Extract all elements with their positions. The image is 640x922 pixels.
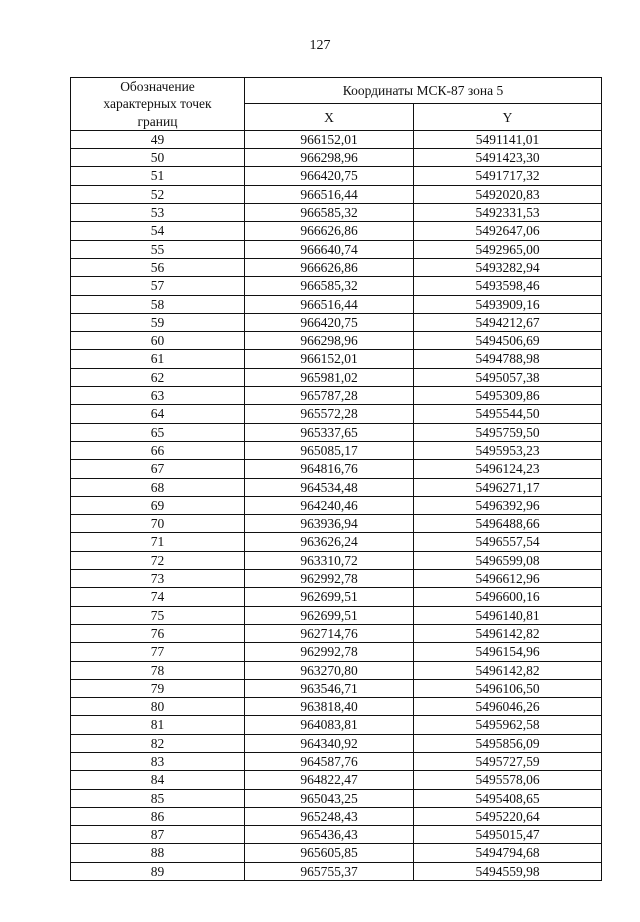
- table-row: [71, 734, 602, 752]
- table-row: [71, 606, 602, 624]
- y-coordinate-cell: 5494559,98: [414, 862, 602, 880]
- y-coordinate-cell: 5496154,96: [414, 643, 602, 661]
- x-coordinate-cell: 965787,28: [245, 387, 414, 405]
- y-coordinate-cell: 5493282,94: [414, 258, 602, 276]
- y-coordinate-cell: 5496142,82: [414, 661, 602, 679]
- y-coordinate-cell: 5495962,58: [414, 716, 602, 734]
- y-coordinate-cell: 5496600,16: [414, 588, 602, 606]
- table-row: [71, 807, 602, 825]
- y-coordinate-cell: 5496599,08: [414, 551, 602, 569]
- x-coordinate-cell: 966420,75: [245, 313, 414, 331]
- x-coordinate-cell: 966420,75: [245, 167, 414, 185]
- point-number-cell: 54: [71, 222, 245, 240]
- point-number-cell: 80: [71, 698, 245, 716]
- table-row: [71, 350, 602, 368]
- table-row: [71, 185, 602, 203]
- y-column-header: Y: [414, 104, 602, 130]
- point-number-cell: 84: [71, 771, 245, 789]
- x-coordinate-cell: 964816,76: [245, 460, 414, 478]
- y-coordinate-cell: 5494506,69: [414, 332, 602, 350]
- x-coordinate-cell: 966152,01: [245, 130, 414, 148]
- header-row: [71, 78, 602, 104]
- point-number-cell: 85: [71, 789, 245, 807]
- table-row: [71, 167, 602, 185]
- point-number-cell: 62: [71, 368, 245, 386]
- point-number-cell: 60: [71, 332, 245, 350]
- x-coordinate-cell: 962992,78: [245, 570, 414, 588]
- table-row: [71, 460, 602, 478]
- table-row: [71, 698, 602, 716]
- x-coordinate-cell: 965605,85: [245, 844, 414, 862]
- table-row: [71, 588, 602, 606]
- x-coordinate-cell: 964083,81: [245, 716, 414, 734]
- point-number-cell: 50: [71, 149, 245, 167]
- table-row: [71, 387, 602, 405]
- y-coordinate-cell: 5496124,23: [414, 460, 602, 478]
- point-number-cell: 76: [71, 624, 245, 642]
- x-coordinate-cell: 963310,72: [245, 551, 414, 569]
- table-row: [71, 496, 602, 514]
- table-row: [71, 258, 602, 276]
- x-coordinate-cell: 964587,76: [245, 752, 414, 770]
- x-coordinate-cell: 966298,96: [245, 149, 414, 167]
- point-number-cell: 68: [71, 478, 245, 496]
- y-coordinate-cell: 5493909,16: [414, 295, 602, 313]
- table-row: [71, 368, 602, 386]
- table-row: [71, 624, 602, 642]
- point-number-cell: 81: [71, 716, 245, 734]
- table-row: [71, 752, 602, 770]
- table-row: [71, 551, 602, 569]
- y-coordinate-cell: 5493598,46: [414, 277, 602, 295]
- point-number-cell: 82: [71, 734, 245, 752]
- coordinates-table: [70, 77, 602, 881]
- y-coordinate-cell: 5496046,26: [414, 698, 602, 716]
- designation-header-line-1: Обозначение: [120, 79, 195, 94]
- y-coordinate-cell: 5495856,09: [414, 734, 602, 752]
- table-row: [71, 313, 602, 331]
- table-row: [71, 716, 602, 734]
- y-coordinate-cell: 5495309,86: [414, 387, 602, 405]
- y-coordinate-cell: 5495727,59: [414, 752, 602, 770]
- table-row: [71, 295, 602, 313]
- point-number-cell: 58: [71, 295, 245, 313]
- x-coordinate-cell: 964240,46: [245, 496, 414, 514]
- x-coordinate-cell: 965248,43: [245, 807, 414, 825]
- table-row: [71, 533, 602, 551]
- x-coordinate-cell: 965755,37: [245, 862, 414, 880]
- x-coordinate-cell: 963546,71: [245, 679, 414, 697]
- y-coordinate-cell: 5491141,01: [414, 130, 602, 148]
- x-coordinate-cell: 962699,51: [245, 606, 414, 624]
- designation-header-line-3: границ: [137, 113, 178, 129]
- table-row: [71, 204, 602, 222]
- point-number-cell: 53: [71, 204, 245, 222]
- table-row: [71, 149, 602, 167]
- point-number-cell: 70: [71, 515, 245, 533]
- x-coordinate-cell: 966640,74: [245, 240, 414, 258]
- point-number-cell: 64: [71, 405, 245, 423]
- y-coordinate-cell: 5492647,06: [414, 222, 602, 240]
- x-coordinate-cell: 966298,96: [245, 332, 414, 350]
- point-number-cell: 86: [71, 807, 245, 825]
- x-coordinate-cell: 965337,65: [245, 423, 414, 441]
- y-coordinate-cell: 5495220,64: [414, 807, 602, 825]
- point-number-cell: 63: [71, 387, 245, 405]
- y-coordinate-cell: 5492965,00: [414, 240, 602, 258]
- y-coordinate-cell: 5492020,83: [414, 185, 602, 203]
- x-coordinate-cell: 966516,44: [245, 295, 414, 313]
- x-coordinate-cell: 966152,01: [245, 350, 414, 368]
- x-coordinate-cell: 962699,51: [245, 588, 414, 606]
- y-coordinate-cell: 5495057,38: [414, 368, 602, 386]
- y-coordinate-cell: 5495408,65: [414, 789, 602, 807]
- table-row: [71, 515, 602, 533]
- x-column-header: X: [245, 104, 414, 130]
- y-coordinate-cell: 5495759,50: [414, 423, 602, 441]
- y-coordinate-cell: 5494794,68: [414, 844, 602, 862]
- x-coordinate-cell: 965572,28: [245, 405, 414, 423]
- table-row: [71, 441, 602, 459]
- y-coordinate-cell: 5495953,23: [414, 441, 602, 459]
- table-body: [71, 130, 602, 880]
- point-number-cell: 72: [71, 551, 245, 569]
- y-coordinate-cell: 5496271,17: [414, 478, 602, 496]
- y-coordinate-cell: 5496106,50: [414, 679, 602, 697]
- x-coordinate-cell: 964822,47: [245, 771, 414, 789]
- point-number-cell: 71: [71, 533, 245, 551]
- table-row: [71, 862, 602, 880]
- x-coordinate-cell: 965981,02: [245, 368, 414, 386]
- x-coordinate-cell: 965043,25: [245, 789, 414, 807]
- table-row: [71, 423, 602, 441]
- y-coordinate-cell: 5496142,82: [414, 624, 602, 642]
- y-coordinate-cell: 5494212,67: [414, 313, 602, 331]
- y-coordinate-cell: 5496557,54: [414, 533, 602, 551]
- x-coordinate-cell: 966585,32: [245, 277, 414, 295]
- y-coordinate-cell: 5494788,98: [414, 350, 602, 368]
- table-row: [71, 679, 602, 697]
- point-number-cell: 78: [71, 661, 245, 679]
- table-row: [71, 478, 602, 496]
- table-row: [71, 661, 602, 679]
- y-coordinate-cell: 5495015,47: [414, 826, 602, 844]
- x-coordinate-cell: 966626,86: [245, 222, 414, 240]
- point-number-cell: 61: [71, 350, 245, 368]
- point-number-cell: 87: [71, 826, 245, 844]
- table-row: [71, 771, 602, 789]
- x-coordinate-cell: 963626,24: [245, 533, 414, 551]
- x-coordinate-cell: 963270,80: [245, 661, 414, 679]
- x-coordinate-cell: 964340,92: [245, 734, 414, 752]
- y-coordinate-cell: 5496140,81: [414, 606, 602, 624]
- table-row: [71, 789, 602, 807]
- x-coordinate-cell: 962714,76: [245, 624, 414, 642]
- x-coordinate-cell: 963818,40: [245, 698, 414, 716]
- point-number-cell: 73: [71, 570, 245, 588]
- point-number-cell: 74: [71, 588, 245, 606]
- y-coordinate-cell: 5496488,66: [414, 515, 602, 533]
- table-row: [71, 643, 602, 661]
- point-number-cell: 51: [71, 167, 245, 185]
- x-coordinate-cell: 964534,48: [245, 478, 414, 496]
- designation-header: [71, 78, 245, 131]
- table-row: [71, 570, 602, 588]
- table-row: [71, 826, 602, 844]
- point-number-cell: 65: [71, 423, 245, 441]
- y-coordinate-cell: 5491423,30: [414, 149, 602, 167]
- y-coordinate-cell: 5496392,96: [414, 496, 602, 514]
- point-number-cell: 89: [71, 862, 245, 880]
- coord-system-header: Координаты МСК-87 зона 5: [245, 78, 602, 104]
- table-header: [71, 78, 602, 131]
- table-row: [71, 405, 602, 423]
- point-number-cell: 52: [71, 185, 245, 203]
- y-coordinate-cell: 5495544,50: [414, 405, 602, 423]
- table-row: [71, 332, 602, 350]
- y-coordinate-cell: 5495578,06: [414, 771, 602, 789]
- point-number-cell: 49: [71, 130, 245, 148]
- y-coordinate-cell: 5492331,53: [414, 204, 602, 222]
- x-coordinate-cell: 965436,43: [245, 826, 414, 844]
- point-number-cell: 75: [71, 606, 245, 624]
- table-row: [71, 277, 602, 295]
- y-coordinate-cell: 5496612,96: [414, 570, 602, 588]
- table-row: [71, 130, 602, 148]
- table-row: [71, 222, 602, 240]
- point-number-cell: 88: [71, 844, 245, 862]
- point-number-cell: 67: [71, 460, 245, 478]
- x-coordinate-cell: 966626,86: [245, 258, 414, 276]
- point-number-cell: 57: [71, 277, 245, 295]
- point-number-cell: 79: [71, 679, 245, 697]
- point-number-cell: 77: [71, 643, 245, 661]
- table-row: [71, 240, 602, 258]
- point-number-cell: 69: [71, 496, 245, 514]
- point-number-cell: 66: [71, 441, 245, 459]
- x-coordinate-cell: 962992,78: [245, 643, 414, 661]
- x-coordinate-cell: 966585,32: [245, 204, 414, 222]
- x-coordinate-cell: 963936,94: [245, 515, 414, 533]
- point-number-cell: 55: [71, 240, 245, 258]
- point-number-cell: 56: [71, 258, 245, 276]
- page-number: 127: [309, 38, 331, 53]
- x-coordinate-cell: 965085,17: [245, 441, 414, 459]
- table-row: [71, 844, 602, 862]
- point-number-cell: 83: [71, 752, 245, 770]
- y-coordinate-cell: 5491717,32: [414, 167, 602, 185]
- point-number-cell: 59: [71, 313, 245, 331]
- designation-header-line-2: характерных точек: [103, 96, 212, 112]
- x-coordinate-cell: 966516,44: [245, 185, 414, 203]
